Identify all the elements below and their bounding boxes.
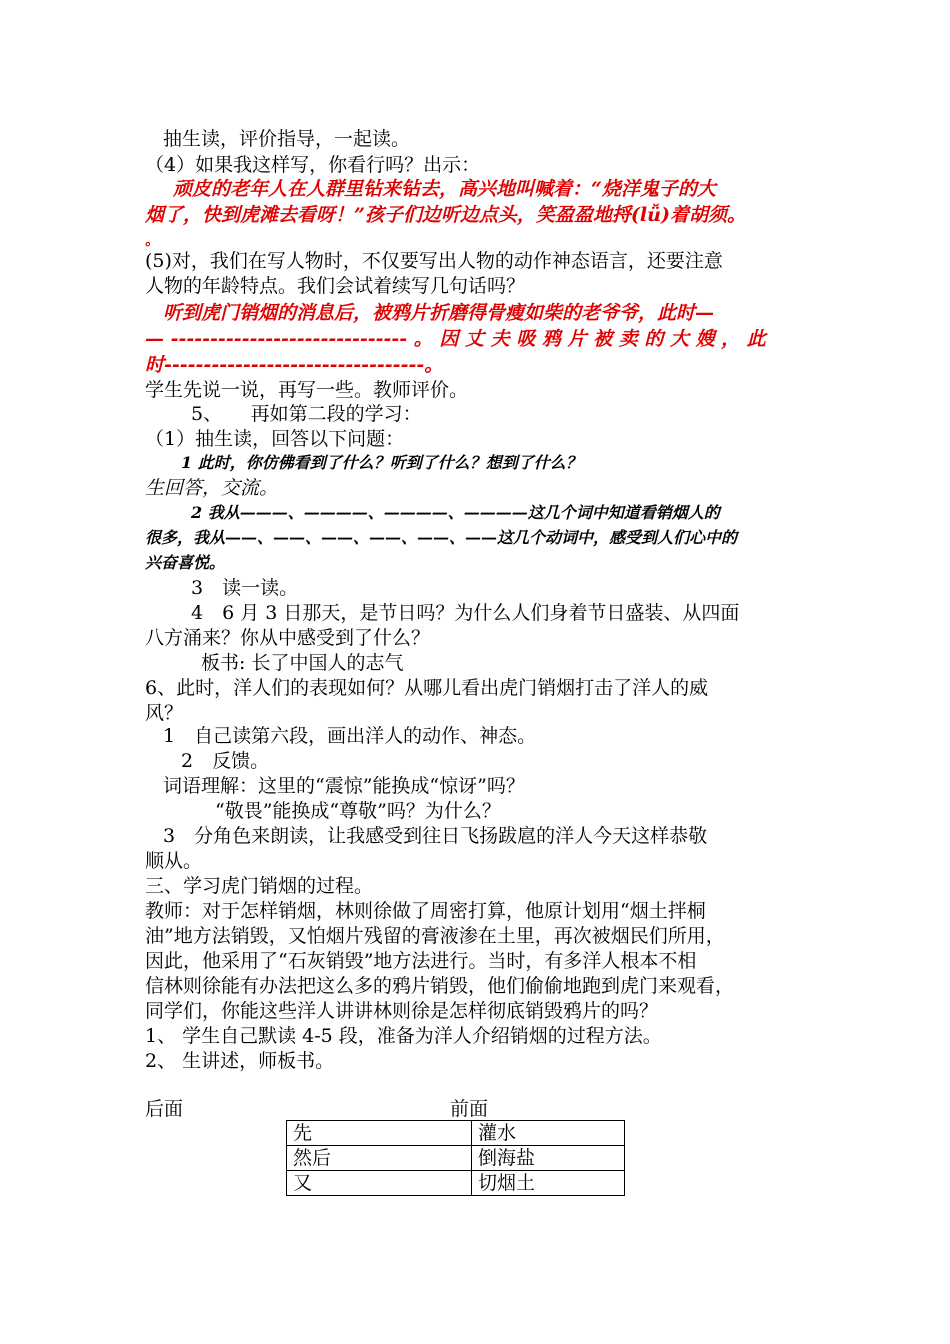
section-heading: 三、学习虎门销烟的过程。 xyxy=(145,875,374,897)
highlight-line: 时---------------------------------。 xyxy=(145,354,444,376)
text-line: 顺从。 xyxy=(145,850,203,872)
table-row xyxy=(287,1171,625,1196)
table-header-right: 前面 xyxy=(450,1098,489,1120)
table-header-left: 后面 xyxy=(145,1098,184,1120)
table-cell: 先 xyxy=(287,1121,472,1146)
text-line: 同学们，你能这些洋人讲讲林则徐是怎样彻底销毁鸦片的吗？ xyxy=(145,1000,659,1022)
text-line: 因此，他采用了“石灰销毁”地方法进行。当时，有多洋人根本不相 xyxy=(145,950,697,972)
text-line: 信林则徐能有办法把这么多的鸦片销毁，他们偷偷地跑到虎门来观看， xyxy=(145,975,735,997)
process-table xyxy=(286,1120,625,1196)
text-line: 4 6 月 3 日那天，是节日吗？为什么人们身着节日盛装、从四面 xyxy=(191,602,740,624)
text-line: 学生先说一说，再写一些。教师评价。 xyxy=(145,379,469,401)
text-line: 6、此时，洋人们的表现如何？从哪儿看出虎门销烟打击了洋人的威 xyxy=(145,677,709,699)
text-line: 词语理解：这里的“震惊”能换成“惊讶”吗？ xyxy=(163,775,525,797)
text-line: 1、 学生自己默读 4-5 段，准备为洋人介绍销烟的过程方法。 xyxy=(145,1025,662,1047)
table-cell: 切烟土 xyxy=(472,1171,625,1196)
text-line: 5、 再如第二段的学习： xyxy=(191,403,422,425)
question-line: 2 我从———、————、————、————这几个词中知道看销烟人的 xyxy=(191,503,720,522)
question-line: 兴奋喜悦。 xyxy=(145,553,226,572)
text-line: 风？ xyxy=(145,702,184,724)
text-line: 板书: 长了中国人的志气 xyxy=(201,652,404,674)
highlight-line: — ------------------------------ 。 因 丈 夫 吸 鸦 片 被 卖 的 大 嫂 ， 此 xyxy=(145,328,766,350)
text-line: (5)对，我们在写人物时，不仅要写出人物的动作神态语言，还要注意 xyxy=(145,250,723,272)
text-line: 人物的年龄特点。我们会试着续写几句话吗？ xyxy=(145,275,526,297)
text-line: 3 读一读。 xyxy=(191,577,299,599)
highlight-line: 。 xyxy=(145,233,159,249)
text-line: “敬畏”能换成“尊敬”吗？为什么？ xyxy=(215,800,501,822)
table-row xyxy=(287,1121,625,1146)
text-line: （1）抽生读，回答以下问题： xyxy=(145,428,405,450)
highlight-line: 听到虎门销烟的消息后，被鸦片折磨得骨瘦如柴的老爷爷，此时— xyxy=(163,302,715,324)
question-line: 1 此时，你仿佛看到了什么？听到了什么？想到了什么？ xyxy=(181,453,582,472)
text-line: 教师：对于怎样销烟，林则徐做了周密打算，他原计划用“烟土拌桐 xyxy=(145,900,706,922)
text-line: 抽生读，评价指导，一起读。 xyxy=(163,128,411,150)
text-line: 3 分角色来朗读，让我感受到往日飞扬跋扈的洋人今天这样恭敬 xyxy=(163,825,708,847)
text-line: 生回答，交流。 xyxy=(145,477,279,499)
highlight-line: 烟了，快到虎滩去看呀！”孩子们边听边点头，笑盈盈地捋(lǚ)着胡须。 xyxy=(145,204,746,226)
table-cell: 又 xyxy=(287,1171,472,1196)
table-cell: 然后 xyxy=(287,1146,472,1171)
text-line: 1 自己读第六段，画出洋人的动作、神态。 xyxy=(163,725,537,747)
question-line: 很多，我从——、——、——、——、——、——这几个动词中，感受到人们心中的 xyxy=(145,528,738,547)
text-line: 油”地方法销毁，又怕烟片残留的膏液渗在土里，再次被烟民们所用， xyxy=(145,925,725,947)
table-row xyxy=(287,1146,625,1171)
highlight-line: 顽皮的老年人在人群里钻来钻去，高兴地叫喊着：“烧洋鬼子的大 xyxy=(173,178,716,200)
text-line: 八方涌来？你从中感受到了什么？ xyxy=(145,627,431,649)
text-line: 2 反馈。 xyxy=(181,750,270,772)
table-cell: 灌水 xyxy=(472,1121,625,1146)
text-line: 2、 生讲述，师板书。 xyxy=(145,1050,335,1072)
table-cell: 倒海盐 xyxy=(472,1146,625,1171)
text-line: （4）如果我这样写，你看行吗？出示： xyxy=(145,154,481,176)
